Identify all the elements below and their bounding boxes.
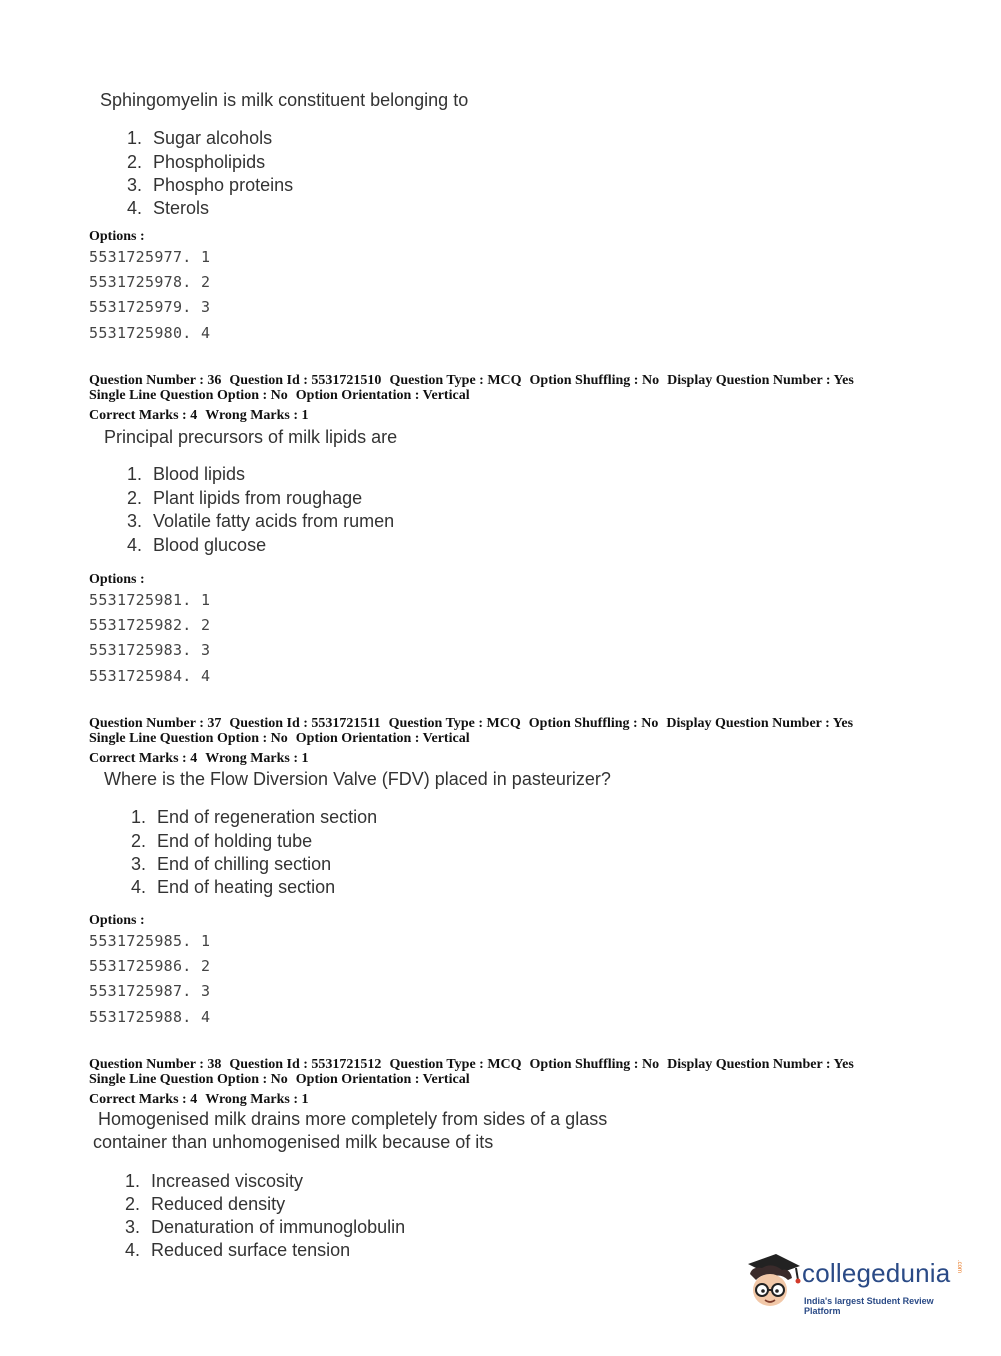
option-id: 5531725977. 1: [89, 248, 211, 266]
question-text: Homogenised milk drains more completely from sides of a glass: [98, 1109, 608, 1129]
option-id: 5531725984. 4: [89, 667, 211, 685]
options-label: Options :: [89, 913, 145, 928]
question-text: Where is the Flow Diversion Valve (FDV) placed in pasteurizer?: [104, 769, 611, 789]
question-marks: Correct Marks : 4 Wrong Marks : 1: [89, 1092, 309, 1107]
choice: 1. Sugar alcohols: [127, 128, 273, 148]
option-id: 5531725983. 3: [89, 641, 211, 659]
choice: 2. End of holding tube: [131, 831, 313, 851]
choice: 1. Blood lipids: [127, 464, 246, 484]
question-meta: Question Number : 36 Question Id : 5531721510 Question Type : MCQ Option Shuffling : No Display Question Number : Yes: [89, 373, 854, 388]
option-id: 5531725985. 1: [89, 932, 211, 950]
question-meta: Question Number : 37 Question Id : 5531721511 Question Type : MCQ Option Shuffling : No Display Question Number : Yes: [89, 716, 854, 731]
options-label: Options :: [89, 229, 145, 244]
question-marks: Correct Marks : 4 Wrong Marks : 1: [89, 408, 309, 423]
logo-tagline: India's largest Student Review Platform: [804, 1296, 934, 1316]
option-id: 5531725978. 2: [89, 273, 211, 291]
option-id: 5531725982. 2: [89, 616, 211, 634]
choice: 2. Reduced density: [125, 1194, 286, 1214]
question-text: container than unhomogenised milk because of its: [93, 1132, 494, 1152]
choice: 4. Reduced surface tension: [125, 1240, 351, 1260]
option-id: 5531725987. 3: [89, 982, 211, 1000]
option-id: 5531725980. 4: [89, 324, 211, 342]
question-meta: Question Number : 38 Question Id : 5531721512 Question Type : MCQ Option Shuffling : No Display Question Number : Yes: [89, 1057, 854, 1072]
option-id: 5531725988. 4: [89, 1008, 211, 1026]
choice: 4. Blood glucose: [127, 535, 267, 555]
choice: 4. Sterols: [127, 198, 210, 218]
question-text: Sphingomyelin is milk constituent belonging to: [100, 90, 469, 110]
collegedunia-logo: [742, 1250, 972, 1320]
choice: 3. Phospho proteins: [127, 175, 294, 195]
choice: 1. End of regeneration section: [131, 807, 378, 827]
question-meta: Single Line Question Option : No Option Orientation : Vertical: [89, 731, 470, 746]
choice: 3. Denaturation of immunoglobulin: [125, 1217, 406, 1237]
mascot-icon: [742, 1250, 802, 1312]
choice: 2. Phospholipids: [127, 152, 266, 172]
question-meta: Single Line Question Option : No Option Orientation : Vertical: [89, 388, 470, 403]
choice: 1. Increased viscosity: [125, 1171, 304, 1191]
option-id: 5531725981. 1: [89, 591, 211, 609]
logo-tld: .com: [956, 1260, 962, 1274]
choice: 4. End of heating section: [131, 877, 336, 897]
option-id: 5531725979. 3: [89, 298, 211, 316]
logo-wordmark: collegedunia: [802, 1258, 951, 1288]
question-text: Principal precursors of milk lipids are: [104, 427, 398, 447]
option-id: 5531725986. 2: [89, 957, 211, 975]
question-meta: Single Line Question Option : No Option Orientation : Vertical: [89, 1072, 470, 1087]
question-marks: Correct Marks : 4 Wrong Marks : 1: [89, 751, 309, 766]
choice: 3. Volatile fatty acids from rumen: [127, 511, 395, 531]
choice: 3. End of chilling section: [131, 854, 332, 874]
options-label: Options :: [89, 572, 145, 587]
choice: 2. Plant lipids from roughage: [127, 488, 363, 508]
